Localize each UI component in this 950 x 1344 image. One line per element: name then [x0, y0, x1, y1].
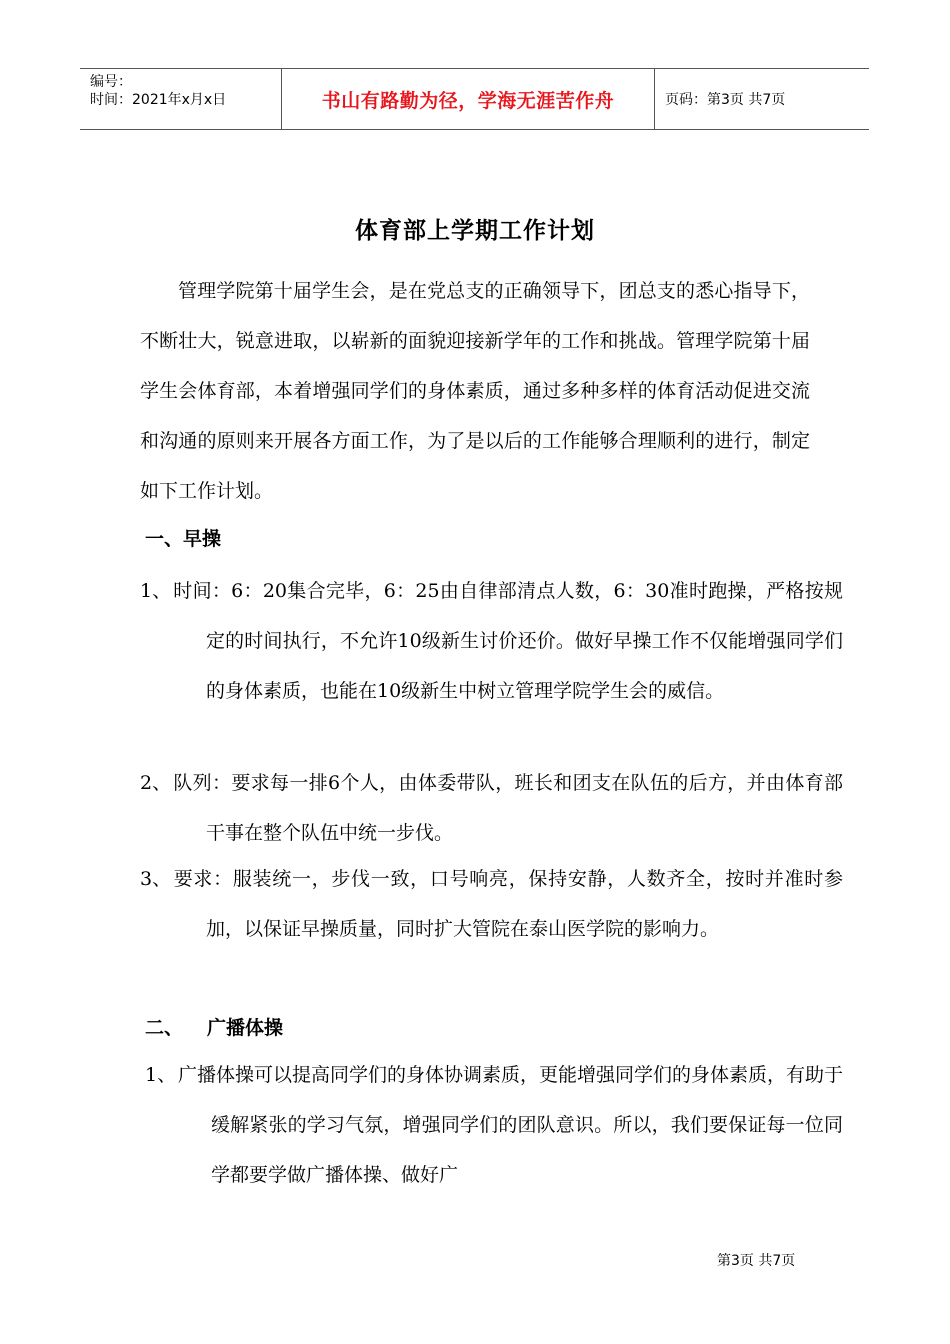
item-text: 广播体操可以提高同学们的身体协调素质，更能增强同学们的身体素质，有助于缓解紧张的学习气氛，增强同学们的团队意识。所以，我们要保证每一位同学都要学做广播体操、做好广: [178, 1064, 844, 1186]
section-number: 二、: [145, 1017, 184, 1039]
page-header: [80, 68, 869, 130]
page-footer: 第3页 共7页: [717, 1253, 796, 1269]
item-text: 队列：要求每一排6个人，由体委带队，班长和团支在队伍的后方，并由体育部干事在整个队伍中统一步伐。: [173, 772, 843, 844]
time-label: 时间：2021年x月x日: [90, 92, 227, 108]
item-text: 时间：6：20集合完毕，6：25由自律部清点人数，6：30准时跑操，严格按规定的时间执行，不允许10级新生讨价还价。做好早操工作不仅能增强同学们的身体素质，也能在10级新生中树立管理学院学生会的威信。: [173, 580, 843, 702]
section-heading-broadcast-exercise: [145, 1013, 283, 1040]
header-page-info: [655, 69, 869, 129]
document-title: 体育部上学期工作计划: [355, 218, 595, 244]
list-item: 2、 队列：要求每一排6个人，由体委带队，班长和团支在队伍的后方，并由体育部干事在整个队伍中统一步伐。: [140, 772, 843, 844]
intro-paragraph: 管理学院第十届学生会，是在党总支的正确领导下，团总支的悉心指导下，不断壮大，锐意进取，以崭新的面貌迎接新学年的工作和挑战。管理学院第十届学生会体育部，本着增强同学们的身体素质，通过多种多样的体育活动促进交流和沟通的原则来开展各方面工作，为了是以后的工作能够合理顺利的进行，制定如下工作计划。: [140, 280, 810, 502]
list-item: 1、 时间：6：20集合完毕，6：25由自律部清点人数，6：30准时跑操，严格按规定的时间执行，不允许10级新生讨价还价。做好早操工作不仅能增强同学们的身体素质，也能在10级新生中树立管理学院学生会的威信。: [140, 580, 843, 702]
list-item: 3、 要求：服装统一，步伐一致，口号响亮，保持安静，人数齐全，按时并准时参加，以保证早操质量，同时扩大管院在泰山医学院的影响力。: [140, 868, 843, 940]
page-info: 页码：第3页 共7页: [665, 92, 786, 108]
list-item: 1、 广播体操可以提高同学们的身体协调素质，更能增强同学们的身体素质，有助于缓解紧张的学习气氛，增强同学们的团队意识。所以，我们要保证每一位同学都要学做广播体操、做好广: [145, 1064, 844, 1186]
header-motto-cell: [282, 69, 655, 129]
header-meta: [80, 69, 282, 129]
number-label: 编号：: [90, 74, 132, 90]
section-heading-morning-exercise: 一、早操: [145, 528, 222, 550]
item-text: 要求：服装统一，步伐一致，口号响亮，保持安静，人数齐全，按时并准时参加，以保证早操质量，同时扩大管院在泰山医学院的影响力。: [173, 868, 843, 940]
section-title: 广播体操: [207, 1017, 284, 1039]
motto: 书山有路勤为径，学海无涯苦作舟: [321, 89, 615, 112]
